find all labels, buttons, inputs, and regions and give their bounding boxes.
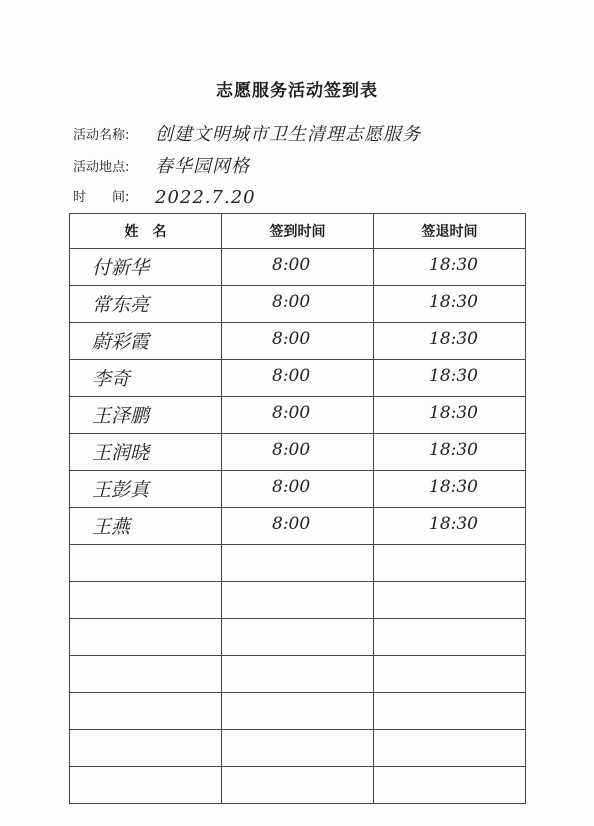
empty-cell [374, 619, 526, 656]
empty-cell [70, 582, 222, 619]
table-row [70, 323, 526, 360]
empty-table-row [70, 730, 526, 767]
signature-name-cell [70, 434, 222, 471]
activity-location-row [73, 152, 250, 178]
table-row [70, 249, 526, 286]
table-header-row [70, 214, 526, 249]
activity-time-row [73, 182, 256, 208]
activity-location-label: 活动地点: [73, 160, 130, 175]
sign-out-time-cell [374, 249, 526, 286]
signature-name-cell [70, 323, 222, 360]
sign-out-time-cell [374, 471, 526, 508]
sign-in-time-cell [222, 286, 374, 323]
empty-cell [374, 730, 526, 767]
header-sign-in-time: 签到时间 [222, 214, 374, 249]
sign-out-time: 18:30 [429, 366, 478, 386]
empty-cell [70, 730, 222, 767]
activity-name-row [73, 120, 421, 146]
sign-out-time: 18:30 [429, 440, 478, 460]
empty-table-row [70, 693, 526, 730]
signature-name: 李奇 [92, 368, 131, 390]
sign-out-time: 18:30 [429, 292, 478, 312]
header-name: 姓 名 [70, 214, 222, 249]
empty-cell [222, 582, 374, 619]
signature-name: 王燕 [92, 516, 131, 538]
empty-cell [222, 693, 374, 730]
table-row [70, 508, 526, 545]
signature-name: 王泽鹏 [92, 405, 150, 427]
activity-time-value: 2022.7.20 [155, 187, 256, 208]
sign-in-time-cell [222, 323, 374, 360]
sign-out-time-cell [374, 434, 526, 471]
empty-cell [222, 545, 374, 582]
sign-in-time: 8:00 [272, 440, 311, 460]
sign-out-time: 18:30 [429, 403, 478, 423]
sign-out-time-cell [374, 397, 526, 434]
activity-name-label: 活动名称: [73, 128, 130, 143]
empty-cell [374, 693, 526, 730]
empty-cell [374, 656, 526, 693]
activity-time-label: 时 间: [73, 190, 130, 205]
signature-name-cell [70, 286, 222, 323]
sign-out-time-cell [374, 323, 526, 360]
sign-out-time-cell [374, 286, 526, 323]
empty-cell [222, 767, 374, 804]
signature-name: 常东亮 [92, 294, 150, 316]
sign-in-time-cell [222, 249, 374, 286]
sign-in-time: 8:00 [272, 292, 311, 312]
activity-name-value: 创建文明城市卫生清理志愿服务 [155, 124, 421, 145]
empty-table-row [70, 582, 526, 619]
header-sign-out-time: 签退时间 [374, 214, 526, 249]
sign-out-time-cell [374, 360, 526, 397]
empty-cell [374, 767, 526, 804]
sign-in-time-cell [222, 434, 374, 471]
empty-cell [70, 545, 222, 582]
empty-cell [70, 693, 222, 730]
sign-out-time: 18:30 [429, 255, 478, 275]
table-row [70, 360, 526, 397]
sign-in-time: 8:00 [272, 403, 311, 423]
empty-cell [374, 545, 526, 582]
empty-cell [374, 582, 526, 619]
sign-in-time-cell [222, 397, 374, 434]
signature-name-cell [70, 508, 222, 545]
empty-cell [222, 619, 374, 656]
empty-cell [70, 619, 222, 656]
signature-name: 付新华 [92, 257, 150, 279]
signature-name-cell [70, 397, 222, 434]
sign-out-time: 18:30 [429, 514, 478, 534]
table-row [70, 286, 526, 323]
empty-cell [222, 656, 374, 693]
signature-name-cell [70, 360, 222, 397]
table-row [70, 397, 526, 434]
table-row [70, 471, 526, 508]
table-row [70, 434, 526, 471]
sign-in-time-cell [222, 508, 374, 545]
sign-in-time: 8:00 [272, 255, 311, 275]
signature-name: 王润晓 [92, 442, 150, 464]
signature-name-cell [70, 249, 222, 286]
empty-cell [70, 767, 222, 804]
signature-name: 蔚彩霞 [92, 331, 150, 353]
empty-table-row [70, 656, 526, 693]
sign-in-time: 8:00 [272, 477, 311, 497]
activity-location-value: 春华园网格 [155, 156, 250, 177]
empty-table-row [70, 545, 526, 582]
sign-out-time-cell [374, 508, 526, 545]
sign-in-time: 8:00 [272, 514, 311, 534]
sign-in-time-cell [222, 360, 374, 397]
sign-out-time: 18:30 [429, 329, 478, 349]
sign-out-time: 18:30 [429, 477, 478, 497]
sign-in-table [69, 213, 526, 804]
signature-name-cell [70, 471, 222, 508]
empty-table-row [70, 767, 526, 804]
sign-in-time: 8:00 [272, 329, 311, 349]
empty-table-row [70, 619, 526, 656]
empty-cell [222, 730, 374, 767]
page-title: 志愿服务活动签到表 [216, 81, 378, 101]
empty-cell [70, 656, 222, 693]
sign-in-time: 8:00 [272, 366, 311, 386]
signature-name: 王彭真 [92, 479, 150, 501]
sign-in-time-cell [222, 471, 374, 508]
